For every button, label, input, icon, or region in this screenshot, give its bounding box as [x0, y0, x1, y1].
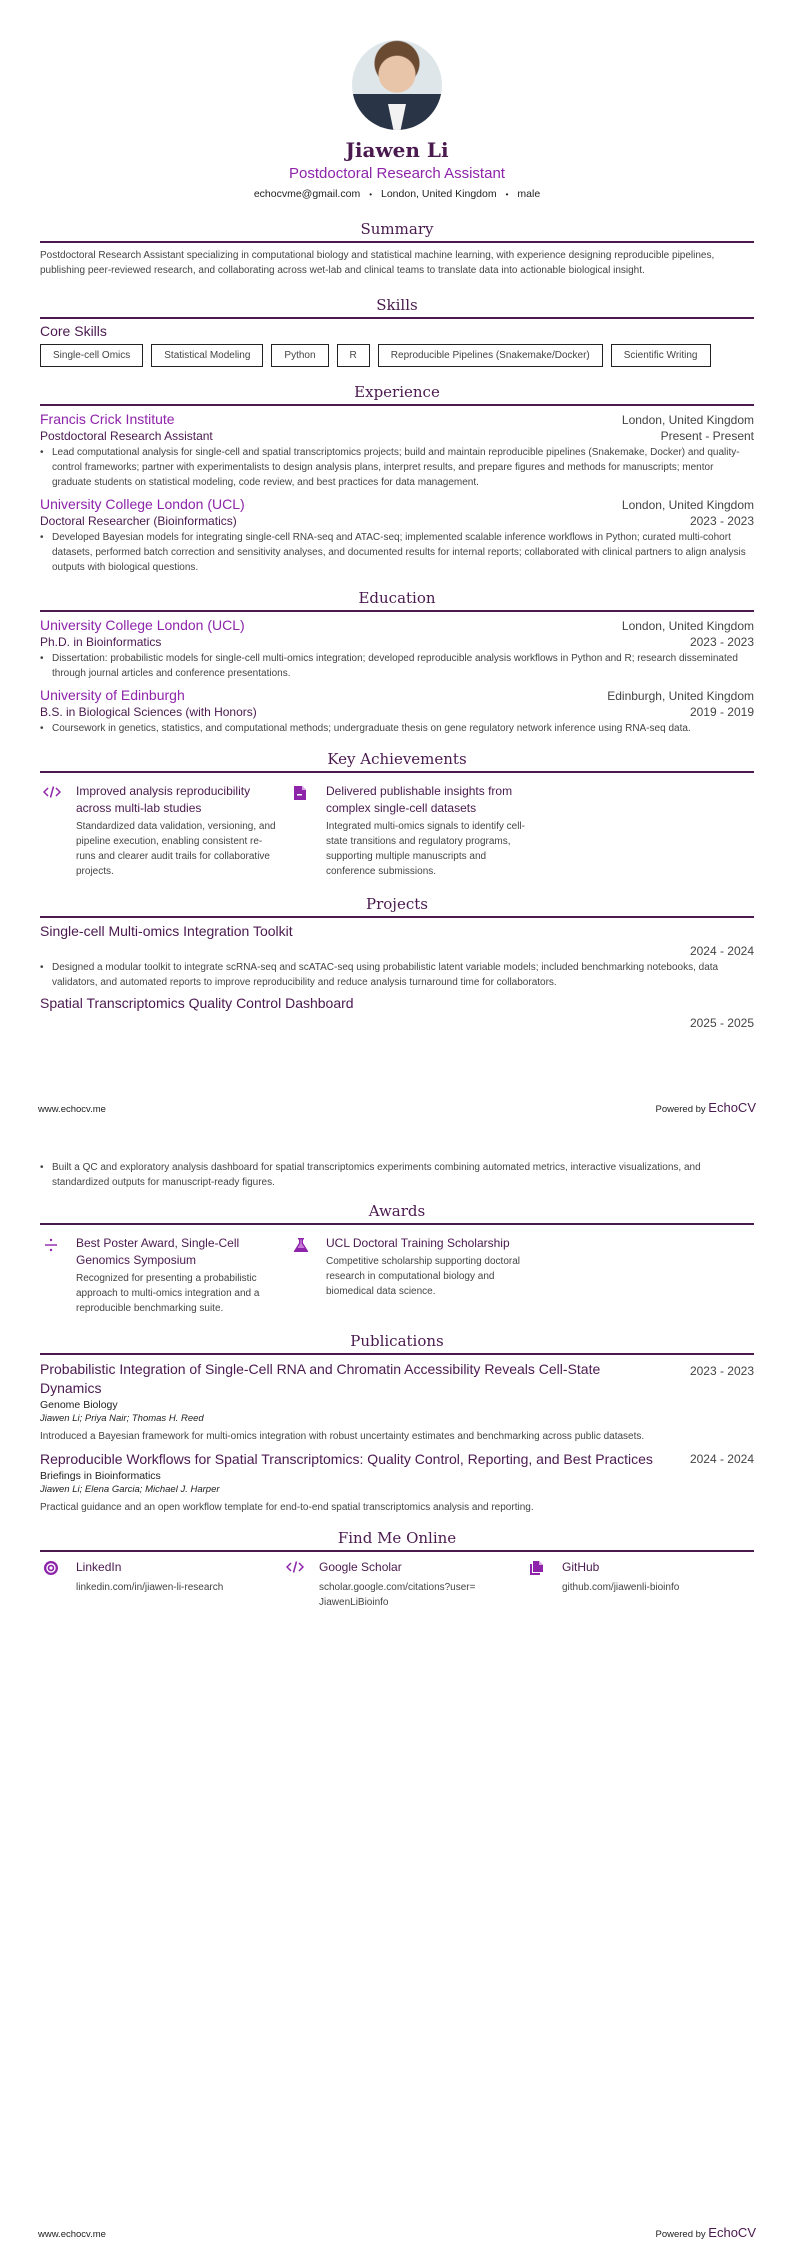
- skill-tag: Statistical Modeling: [151, 344, 263, 367]
- online-link-github[interactable]: [526, 1560, 769, 1610]
- section-title: Key Achievements: [40, 750, 754, 773]
- page-footer: www.echocv.me Powered by EchoCV: [38, 2225, 756, 2240]
- footer-site-link[interactable]: www.echocv.me: [38, 1104, 106, 1115]
- page-footer: www.echocv.me Powered by EchoCV: [38, 1100, 756, 1115]
- section-title: Summary: [40, 220, 754, 243]
- publication-desc: Practical guidance and an open workflow template for end-to-end spatial transcriptomics analysis and reporting.: [40, 1502, 534, 1513]
- skills-section: [40, 296, 754, 367]
- page-2: [0, 1158, 794, 1610]
- divide-icon: [40, 1235, 76, 1316]
- award-card: [40, 1235, 280, 1316]
- summary-section: [40, 220, 754, 278]
- degree: B.S. in Biological Sciences (with Honors): [40, 705, 257, 719]
- bullet: • Developed Bayesian models for integrating single-cell RNA-seq and ATAC-seq; implemented scalable inference workflows in Python; curated multi-cohort datasets, performed batch correction and sensitivity analyses, and documented results for internal reports; collaborated with clinical partners to align analysis outputs with biological questions.: [40, 530, 754, 575]
- link-url[interactable]: linkedin.com/in/jiawen-li-research: [76, 1582, 224, 1593]
- publication-authors: Jiawen Li; Elena Garcia; Michael J. Harper: [40, 1484, 220, 1495]
- dates: 2025 - 2025: [689, 1016, 754, 1030]
- location: Edinburgh, United Kingdom: [607, 689, 754, 703]
- dates: 2023 - 2023: [689, 514, 754, 528]
- skill-tags: [40, 344, 754, 367]
- project-entry: [40, 995, 754, 1030]
- link-url[interactable]: github.com/jiawenli-bioinfo: [562, 1582, 680, 1593]
- role: Postdoctoral Research Assistant: [40, 429, 213, 443]
- dates: 2024 - 2024: [689, 1452, 754, 1466]
- document-icon: [290, 783, 326, 879]
- contact-line: echocvme@gmail.com • London, United Kingdom • male: [253, 188, 541, 200]
- project-entry: [40, 923, 754, 990]
- project-title: Single-cell Multi-omics Integration Toolkit: [40, 923, 293, 939]
- publication-entry: [40, 1360, 754, 1442]
- location: London, United Kingdom: [621, 619, 754, 633]
- link-url[interactable]: scholar.google.com/citations?user=JiawenLiBioinfo: [319, 1582, 476, 1608]
- award-desc: Recognized for presenting a probabilistic approach to multi-omics integration and a reproducible benchmarking suite.: [76, 1273, 260, 1314]
- experience-entry: [40, 496, 754, 575]
- bullet: • Built a QC and exploratory analysis dashboard for spatial transcriptomics experiments combining automated metrics, interactive visualizations, and standardized outputs for manuscript-ready figures.: [40, 1160, 754, 1190]
- publication-title: Probabilistic Integration of Single-Cell RNA and Chromatin Accessibility Reveals Cell-State Dynamics: [40, 1361, 601, 1396]
- publication-authors: Jiawen Li; Priya Nair; Thomas H. Reed: [40, 1413, 204, 1424]
- achievement-card: [290, 783, 530, 879]
- section-title: Awards: [40, 1202, 754, 1225]
- education-section: [40, 589, 754, 736]
- gear-icon: [40, 1560, 76, 1610]
- gender: male: [517, 188, 541, 200]
- publication-title: Reproducible Workflows for Spatial Transcriptomics: Quality Control, Reporting, and Best Practices: [40, 1451, 653, 1467]
- code-icon: [40, 783, 76, 879]
- location: London, United Kingdom: [621, 413, 754, 427]
- section-title: Publications: [40, 1332, 754, 1355]
- section-title: Projects: [40, 895, 754, 918]
- education-entry: [40, 687, 754, 736]
- achievements-section: [40, 750, 754, 879]
- brand-logo: EchoCV: [708, 2225, 756, 2240]
- link-label: LinkedIn: [76, 1560, 122, 1574]
- location: London, United Kingdom: [621, 498, 754, 512]
- award-desc: Competitive scholarship supporting doctoral research in computational biology and biomedical data science.: [326, 1256, 520, 1297]
- resume-header: [0, 0, 794, 200]
- organization: University College London (UCL): [40, 496, 245, 512]
- dates: 2019 - 2019: [689, 705, 754, 719]
- organization: Francis Crick Institute: [40, 411, 175, 427]
- achievement-desc: Integrated multi-omics signals to identify cell-state transitions and regulatory programs, supporting multiple manuscripts and conference submissions.: [326, 821, 525, 877]
- link-label: GitHub: [562, 1560, 600, 1574]
- publication-venue: Genome Biology: [40, 1399, 118, 1411]
- dates: Present - Present: [660, 429, 754, 443]
- summary-text: Postdoctoral Research Assistant specializing in computational biology and statistical machine learning, with experience designing reproducible pipelines, publishing peer-reviewed research, and collaborating across wet-lab and clinical teams to translate data into actionable biological insight.: [40, 250, 715, 276]
- candidate-name: Jiawen Li: [345, 138, 449, 162]
- skill-tag: Single-cell Omics: [40, 344, 143, 367]
- link-label: Google Scholar: [319, 1560, 402, 1574]
- achievement-desc: Standardized data validation, versioning, and pipeline execution, enabling consistent re-runs and clearer audit trails for collaborative projects.: [76, 821, 276, 877]
- dates: 2023 - 2023: [689, 1364, 754, 1378]
- experience-entry: [40, 411, 754, 490]
- publication-venue: Briefings in Bioinformatics: [40, 1470, 161, 1482]
- footer-site-link[interactable]: www.echocv.me: [38, 2229, 106, 2240]
- achievement-title: Delivered publishable insights from complex single-cell datasets: [326, 784, 513, 815]
- role: Doctoral Researcher (Bioinformatics): [40, 514, 237, 528]
- section-title: Experience: [40, 383, 754, 406]
- skills-group-title: Core Skills: [40, 323, 107, 339]
- candidate-title: Postdoctoral Research Assistant: [289, 165, 505, 182]
- award-title: Best Poster Award, Single-Cell Genomics Symposium: [76, 1236, 240, 1267]
- skill-tag: Reproducible Pipelines (Snakemake/Docker): [378, 344, 603, 367]
- awards-section: [40, 1202, 754, 1316]
- email[interactable]: echocvme@gmail.com: [253, 188, 361, 200]
- skill-tag: R: [337, 344, 370, 367]
- publication-desc: Introduced a Bayesian framework for multi-omics integration with robust uncertainty estimates and benchmarking across public datasets.: [40, 1431, 645, 1442]
- code-icon: [283, 1560, 319, 1610]
- files-icon: [526, 1560, 562, 1610]
- publication-entry: [40, 1450, 754, 1513]
- projects-section: [40, 895, 754, 1030]
- bullet: • Coursework in genetics, statistics, and computational methods; undergraduate thesis on gene regulatory network inference using RNA-seq data.: [40, 721, 754, 736]
- section-title: Education: [40, 589, 754, 612]
- institution: University College London (UCL): [40, 617, 245, 633]
- achievement-card: [40, 783, 280, 879]
- achievement-title: Improved analysis reproducibility across multi-lab studies: [76, 784, 251, 815]
- brand-logo: EchoCV: [708, 1100, 756, 1115]
- project-title: Spatial Transcriptomics Quality Control Dashboard: [40, 995, 354, 1011]
- education-entry: [40, 617, 754, 681]
- publications-section: [40, 1332, 754, 1513]
- online-section: [40, 1529, 754, 1610]
- avatar: [352, 40, 442, 130]
- dates: 2024 - 2024: [689, 944, 754, 958]
- skill-tag: Scientific Writing: [611, 344, 711, 367]
- institution: University of Edinburgh: [40, 687, 185, 703]
- flask-icon: [290, 1235, 326, 1316]
- project-continuation: [40, 1160, 754, 1190]
- online-link-scholar[interactable]: [283, 1560, 526, 1610]
- bullet: • Designed a modular toolkit to integrate scRNA-seq and scATAC-seq using probabilistic latent variable models; included benchmarking notebooks, data validators, and automated reports to improve reproducibility and reduce analysis turnaround time for collaborators.: [40, 960, 754, 990]
- page-1: [0, 0, 794, 1115]
- award-title: UCL Doctoral Training Scholarship: [326, 1236, 510, 1250]
- skill-tag: Python: [271, 344, 328, 367]
- dates: 2023 - 2023: [689, 635, 754, 649]
- bullet: • Dissertation: probabilistic models for single-cell multi-omics integration; developed reproducible analysis workflows in Python and R; research disseminated through journal articles and conference presentations.: [40, 651, 754, 681]
- online-link-linkedin[interactable]: [40, 1560, 283, 1610]
- location: London, United Kingdom: [381, 188, 497, 200]
- award-card: [290, 1235, 530, 1316]
- section-title: Skills: [40, 296, 754, 319]
- degree: Ph.D. in Bioinformatics: [40, 635, 162, 649]
- bullet: • Lead computational analysis for single-cell and spatial transcriptomics projects; build and maintain reproducible pipelines (Snakemake, Docker) and quality-control frameworks; partner with experimentalists to design analysis plans, interpret results, and prepare figures and methods for manuscripts; mentor graduate students on statistical modeling, code review, and best practices for data management.: [40, 445, 754, 490]
- experience-section: [40, 383, 754, 575]
- section-title: Find Me Online: [40, 1529, 754, 1552]
